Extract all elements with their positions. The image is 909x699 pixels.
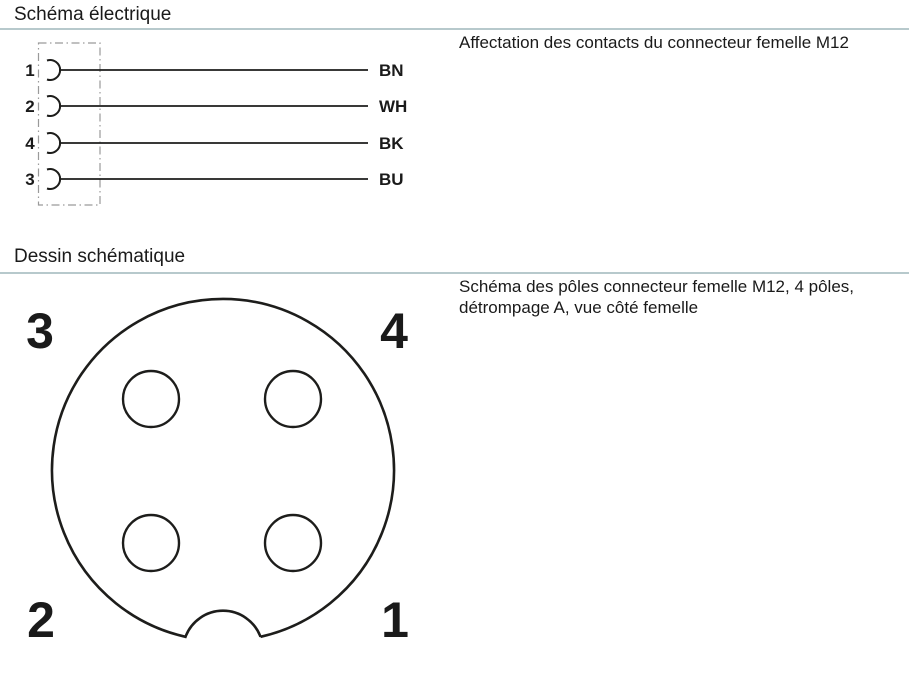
wire-color-label: BK	[379, 134, 404, 153]
wire-color-label: WH	[379, 97, 408, 116]
contact-arc-icon	[47, 96, 60, 116]
pin-hole-4	[265, 371, 321, 427]
section-title-electrical: Schéma électrique	[14, 4, 172, 25]
connector-body-outline	[52, 299, 394, 637]
pin-number: 2	[25, 97, 35, 116]
pin-number: 4	[25, 134, 35, 153]
pin-number: 3	[25, 170, 35, 189]
contact-arc-icon	[47, 133, 60, 153]
connector-face-diagram	[0, 280, 455, 699]
pin-number: 1	[25, 61, 35, 80]
pin-hole-2	[123, 515, 179, 571]
wiring-diagram	[0, 0, 430, 230]
contact-arc-icon	[47, 60, 60, 80]
pin-hole-1	[265, 515, 321, 571]
wire-color-label: BN	[379, 61, 404, 80]
electrical-caption: Affectation des contacts du connecteur femelle M12	[459, 33, 849, 52]
pole-label-bottom-left: 2	[27, 592, 55, 648]
wire-row	[25, 169, 403, 189]
connector-boundary-box	[39, 43, 101, 205]
wire-color-label: BU	[379, 170, 404, 189]
section-title-schematic: Dessin schématique	[14, 246, 186, 267]
section-divider	[0, 272, 909, 274]
schematic-caption-line1: Schéma des pôles connecteur femelle M12, 4 pôles,	[459, 277, 855, 296]
pole-label-bottom-right: 1	[381, 592, 409, 648]
schematic-caption	[459, 276, 854, 318]
pole-label-top-left: 3	[26, 303, 54, 359]
pin-hole-3	[123, 371, 179, 427]
wire-row	[25, 96, 407, 116]
contact-arc-icon	[47, 169, 60, 189]
pole-label-top-right: 4	[380, 303, 408, 359]
schematic-caption-line2: détrompage A, vue côté femelle	[459, 298, 699, 317]
wire-row	[25, 133, 404, 153]
wire-row	[25, 60, 403, 80]
